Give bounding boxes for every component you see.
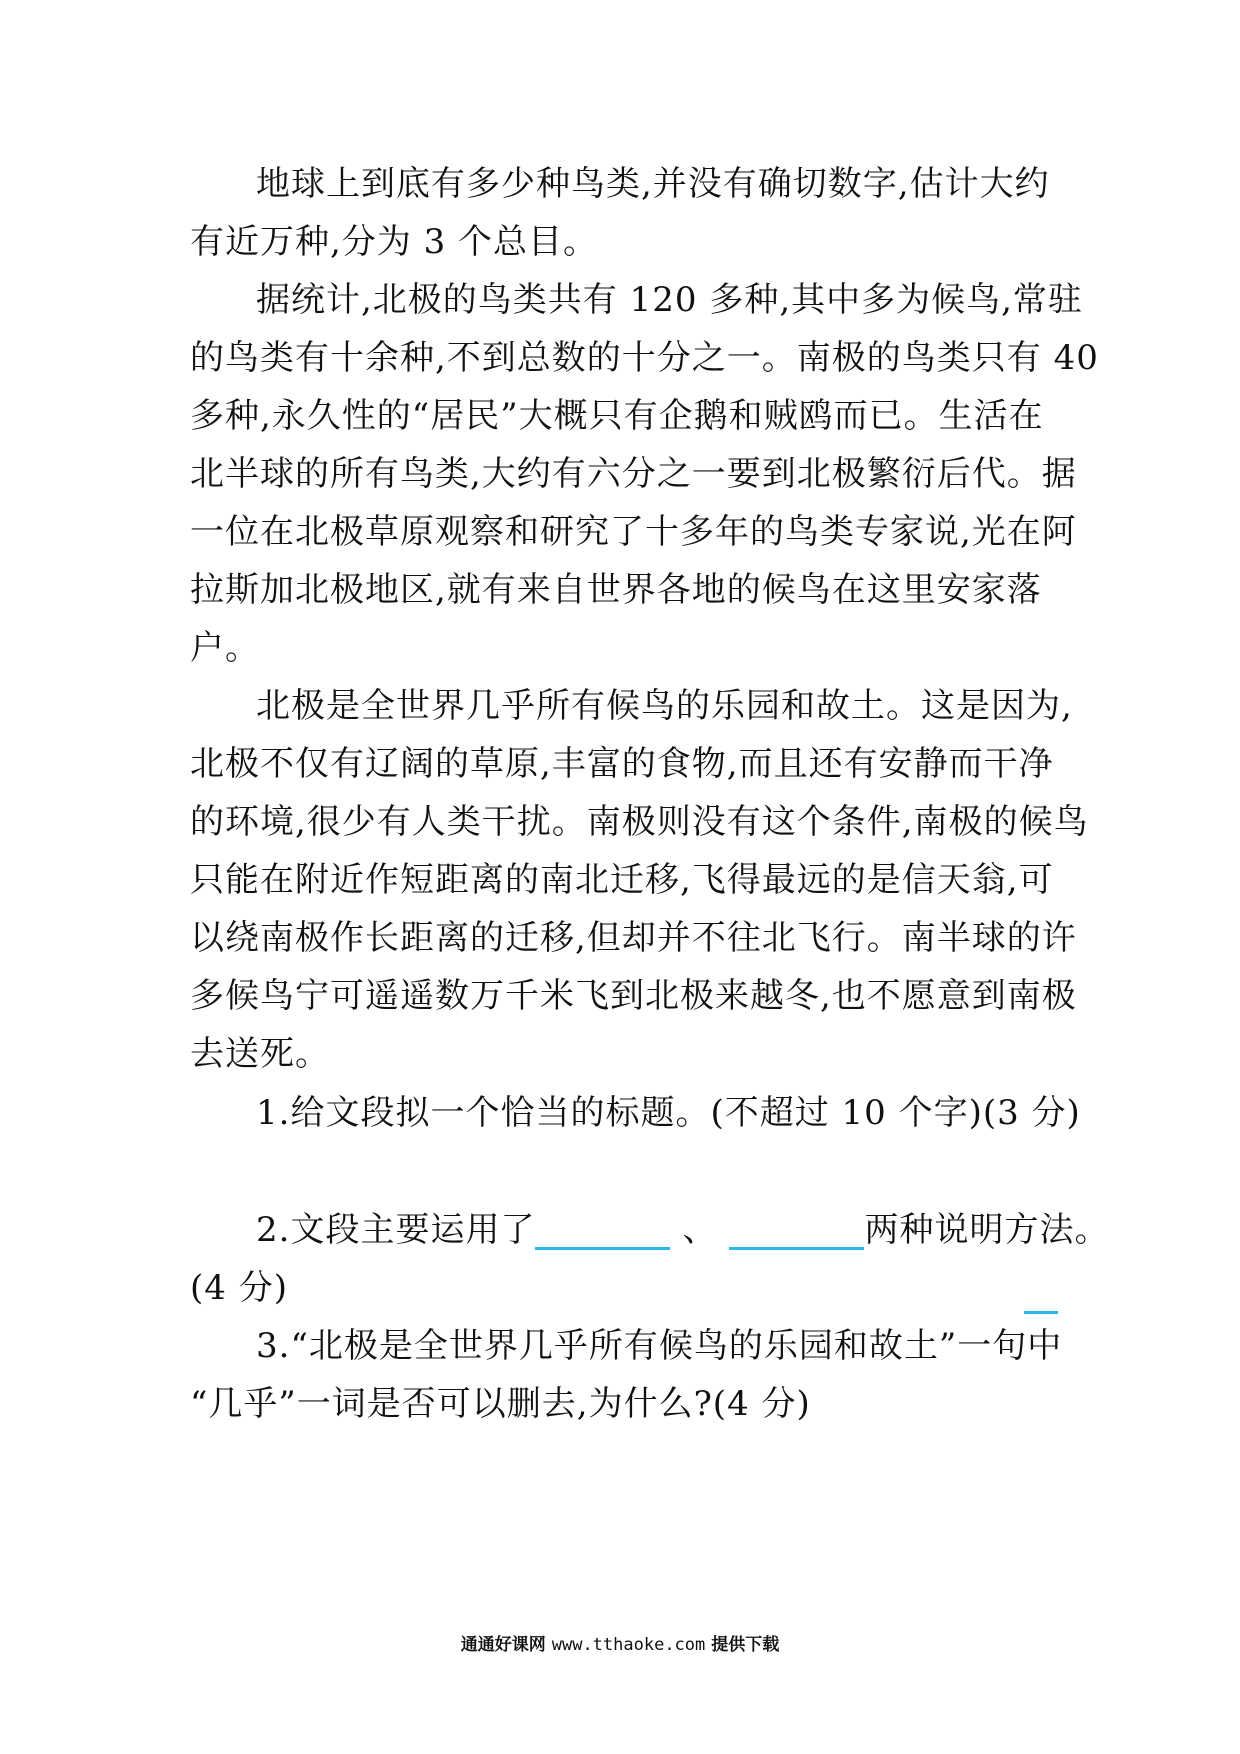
question-2	[256, 1210, 1109, 1250]
passage-line: 拉斯加北极地区,就有来自世界各地的候鸟在这里安家落	[190, 570, 1042, 610]
question-2-score: (4 分)	[190, 1268, 288, 1308]
passage-line: 的鸟类有十余种,不到总数的十分之一。南极的鸟类只有 40	[190, 338, 1099, 378]
answer-blank-1[interactable]	[535, 1217, 670, 1250]
question-2-separator: 、	[682, 1210, 718, 1250]
question-1-answer-line[interactable]	[1024, 1311, 1058, 1314]
answer-blank-2[interactable]	[729, 1217, 864, 1250]
question-1: 1.给文段拟一个恰当的标题。(不超过 10 个字)(3 分)	[256, 1093, 1081, 1133]
page-footer	[0, 1630, 1240, 1655]
passage-line: 有近万种,分为 3 个总目。	[190, 222, 599, 262]
passage-line: 一位在北极草原观察和研究了十多年的鸟类专家说,光在阿	[190, 512, 1077, 552]
question-2-text: 2.文段主要运用了	[256, 1210, 536, 1250]
passage-line: 地球上到底有多少种鸟类,并没有确切数字,估计大约	[256, 164, 1050, 204]
passage-line: 多种,永久性的“居民”大概只有企鹅和贼鸥而已。生活在	[190, 396, 1044, 436]
passage-line: 去送死。	[190, 1034, 330, 1074]
passage-line: 的环境,很少有人类干扰。南极则没有这个条件,南极的候鸟	[190, 802, 1089, 842]
passage-line: 北半球的所有鸟类,大约有六分之一要到北极繁衍后代。据	[190, 454, 1077, 494]
passage-line: 北极是全世界几乎所有候鸟的乐园和故土。这是因为,	[256, 686, 1073, 726]
footer-brand: 通通好课网	[460, 1635, 546, 1655]
question-3-continued: “几乎”一词是否可以删去,为什么?(4 分)	[190, 1384, 811, 1424]
passage-line: 多候鸟宁可遥遥数万千米飞到北极来越冬,也不愿意到南极	[190, 976, 1077, 1016]
question-3: 3.“北极是全世界几乎所有候鸟的乐园和故土”一句中	[256, 1326, 1063, 1366]
footer-suffix: 提供下载	[711, 1635, 780, 1655]
passage-line: 北极不仅有辽阔的草原,丰富的食物,而且还有安静而干净	[190, 744, 1054, 784]
passage-line: 只能在附近作短距离的南北迁移,飞得最远的是信天翁,可	[190, 860, 1054, 900]
passage-line: 户。	[190, 628, 260, 668]
question-2-text-end: 两种说明方法。	[864, 1210, 1110, 1250]
footer-url[interactable]: www.tthaoke.com	[551, 1635, 706, 1655]
passage-line: 以绕南极作长距离的迁移,但却并不往北飞行。南半球的许	[190, 918, 1077, 958]
passage-line: 据统计,北极的鸟类共有 120 多种,其中多为候鸟,常驻	[256, 280, 1083, 320]
